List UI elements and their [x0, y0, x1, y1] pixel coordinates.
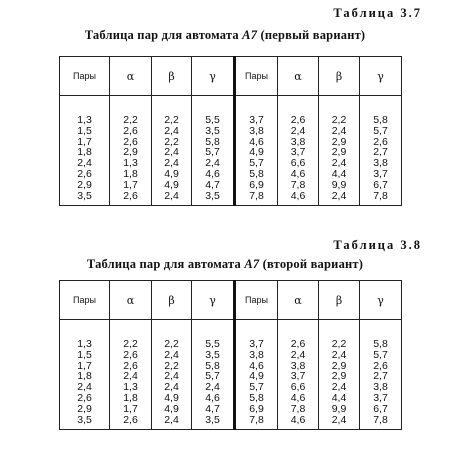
- table-cell-value: 1,3: [123, 381, 138, 394]
- table-cell-value: 4,9: [249, 370, 264, 383]
- table-cell-value: 3,5: [77, 189, 92, 202]
- table-cell-value: 2,4: [331, 157, 347, 170]
- table-cell-value: 4,4: [331, 391, 347, 404]
- table-cell-value: 5,8: [205, 135, 220, 148]
- header-gamma: γ: [192, 281, 235, 320]
- table-cell-value: 2,6: [290, 114, 306, 126]
- table-cell-value: 5,7: [373, 348, 388, 361]
- table-cell-value: 2,9: [331, 146, 347, 159]
- table-cell-value: 3,8: [249, 348, 264, 361]
- column-beta: [152, 96, 192, 206]
- table-cell-value: 2,4: [164, 157, 179, 170]
- table-cell-value: 4,6: [249, 135, 264, 148]
- pairs-table-first-variant: [59, 56, 402, 206]
- table-cell-value: 3,7: [290, 370, 306, 383]
- column-beta: [319, 96, 360, 206]
- table-cell-value: 1,8: [77, 370, 92, 383]
- table-cell-value: 7,8: [290, 402, 306, 415]
- table-cell-value: 4,9: [164, 178, 179, 191]
- table-cell-value: 1,8: [123, 391, 138, 404]
- pairs-table-second-variant: [59, 280, 402, 430]
- column-gamma: [192, 96, 235, 206]
- table-cell-value: 3,5: [205, 348, 220, 361]
- header-pairs: Пары: [235, 281, 278, 320]
- table-cell-value: 4,4: [331, 167, 347, 180]
- table-cell-value: 3,7: [249, 338, 264, 350]
- table1-title-main: Таблица пар для автомата: [84, 28, 243, 42]
- table-cell-value: 4,6: [249, 359, 264, 372]
- table-cell-value: 9,9: [331, 178, 347, 191]
- table-cell-value: 3,5: [205, 189, 220, 202]
- table-cell-value: 2,2: [331, 114, 347, 126]
- table-cell-value: 3,5: [205, 124, 220, 137]
- table-cell-value: 6,9: [249, 402, 264, 415]
- table-cell-value: 2,6: [123, 413, 138, 426]
- table-cell-value: 1,5: [77, 348, 92, 361]
- table-cell-value: 2,4: [164, 381, 179, 394]
- table-cell-value: 2,4: [331, 381, 347, 394]
- table-cell-value: 4,9: [164, 402, 179, 415]
- table-cell-value: 4,7: [205, 402, 220, 415]
- header-gamma: γ: [360, 57, 402, 96]
- table-cell-value: 2,9: [331, 370, 347, 383]
- header-beta: β: [152, 57, 192, 96]
- table-cell-value: 2,9: [331, 135, 347, 148]
- table-cell-value: 4,6: [290, 189, 306, 202]
- table-cell-value: 2,4: [164, 413, 179, 426]
- table-cell-value: 3,7: [290, 146, 306, 159]
- table-cell-value: 1,5: [77, 124, 92, 137]
- header-alpha: α: [110, 281, 152, 320]
- table-cell-value: 3,8: [373, 157, 388, 170]
- table-cell-value: 1,7: [123, 402, 138, 415]
- table-cell-value: 4,6: [205, 167, 220, 180]
- table-cell-value: 1,7: [77, 135, 92, 148]
- column-gamma: [192, 320, 235, 430]
- table-cell-value: 2,6: [373, 359, 388, 372]
- table-cell-value: 5,8: [249, 167, 264, 180]
- column-alpha: [278, 96, 319, 206]
- column-beta: [319, 320, 360, 430]
- header-alpha: α: [278, 57, 319, 96]
- table-cell-value: 2,4: [164, 124, 179, 137]
- table-cell-value: 2,6: [77, 391, 92, 404]
- table-cell-value: 2,2: [164, 338, 179, 350]
- table-cell-value: 5,7: [373, 124, 388, 137]
- table-cell-value: 2,4: [331, 189, 347, 202]
- table-cell-value: 2,4: [164, 370, 179, 383]
- table-cell-value: 2,7: [373, 146, 388, 159]
- table-cell-value: 2,9: [77, 402, 92, 415]
- table-cell-value: 6,7: [373, 178, 388, 191]
- table-cell-value: 2,2: [164, 114, 179, 126]
- table-cell-value: 2,4: [164, 189, 179, 202]
- table-cell-value: 5,5: [205, 114, 220, 126]
- table-cell-value: 3,5: [205, 413, 220, 426]
- table-cell-value: 4,9: [164, 391, 179, 404]
- table-cell-value: 1,3: [77, 338, 92, 350]
- table-cell-value: 2,4: [331, 348, 347, 361]
- table-cell-value: 2,4: [123, 370, 138, 383]
- table2-title-tail: (второй вариант): [259, 257, 364, 271]
- table2-title-main: Таблица пар для автомата: [86, 257, 245, 271]
- table-cell-value: 2,6: [373, 135, 388, 148]
- table2-number: Таблица 3.8: [333, 238, 422, 252]
- table-cell-value: 9,9: [331, 402, 347, 415]
- table-cell-value: 2,4: [164, 348, 179, 361]
- table2-title-automaton: A7: [244, 257, 260, 271]
- table-cell-value: 5,7: [205, 146, 220, 159]
- table-cell-value: 7,8: [249, 189, 264, 202]
- table-cell-value: 7,8: [373, 189, 388, 202]
- table-cell-value: 3,8: [249, 124, 264, 137]
- table-cell-value: 3,7: [373, 167, 388, 180]
- column-pairs: [60, 96, 110, 206]
- table-cell-value: 2,6: [123, 124, 138, 137]
- column-pairs: [235, 320, 278, 430]
- table-cell-value: 2,4: [164, 146, 179, 159]
- column-gamma: [360, 96, 402, 206]
- column-beta: [152, 320, 192, 430]
- table-cell-value: 1,8: [123, 167, 138, 180]
- table-cell-value: 2,2: [164, 135, 179, 148]
- header-pairs: Пары: [60, 281, 110, 320]
- table-cell-value: 2,6: [290, 338, 306, 350]
- table-cell-value: 1,8: [77, 146, 92, 159]
- table-cell-value: 5,7: [205, 370, 220, 383]
- table1-number: Таблица 3.7: [333, 6, 422, 20]
- table-cell-value: 7,8: [373, 413, 388, 426]
- table-cell-value: 3,7: [373, 391, 388, 404]
- header-gamma: γ: [360, 281, 402, 320]
- header-pairs: Пары: [235, 57, 278, 96]
- table-cell-value: 2,2: [123, 114, 138, 126]
- table2-title: [0, 257, 450, 272]
- table-cell-value: 3,7: [249, 114, 264, 126]
- column-alpha: [110, 96, 152, 206]
- table-cell-value: 4,9: [164, 167, 179, 180]
- header-beta: β: [319, 57, 360, 96]
- table-header-row: [60, 281, 402, 320]
- table1-title: [0, 28, 450, 43]
- table-cell-value: 2,4: [77, 381, 92, 394]
- table-cell-value: 5,5: [205, 338, 220, 350]
- table-cell-value: 7,8: [249, 413, 264, 426]
- table-body-row: [60, 96, 402, 206]
- table-cell-value: 3,8: [290, 359, 306, 372]
- table-cell-value: 2,9: [77, 178, 92, 191]
- table-cell-value: 6,6: [290, 381, 306, 394]
- table-body-row: [60, 320, 402, 430]
- table-cell-value: 5,8: [249, 391, 264, 404]
- table-cell-value: 2,2: [331, 338, 347, 350]
- table-cell-value: 4,6: [290, 391, 306, 404]
- table-cell-value: 2,6: [123, 359, 138, 372]
- column-gamma: [360, 320, 402, 430]
- table-cell-value: 5,7: [249, 381, 264, 394]
- table-cell-value: 2,7: [373, 370, 388, 383]
- table-cell-value: 2,4: [205, 381, 220, 394]
- table-cell-value: 2,4: [77, 157, 92, 170]
- header-pairs: Пары: [60, 57, 110, 96]
- table-cell-value: 5,8: [205, 359, 220, 372]
- table-cell-value: 2,4: [290, 124, 306, 137]
- table-cell-value: 2,2: [123, 338, 138, 350]
- column-pairs: [60, 320, 110, 430]
- table-cell-value: 4,9: [249, 146, 264, 159]
- table1-title-automaton: A7: [242, 28, 258, 42]
- header-beta: β: [152, 281, 192, 320]
- table-cell-value: 2,4: [331, 124, 347, 137]
- table-cell-value: 5,7: [249, 157, 264, 170]
- table-cell-value: 6,6: [290, 157, 306, 170]
- table-cell-value: 6,7: [373, 402, 388, 415]
- table-cell-value: 2,6: [77, 167, 92, 180]
- header-alpha: α: [110, 57, 152, 96]
- column-alpha: [110, 320, 152, 430]
- table-cell-value: 2,6: [123, 348, 138, 361]
- table1-title-tail: (первый вариант): [257, 28, 366, 42]
- table-header-row: [60, 57, 402, 96]
- table-cell-value: 2,4: [331, 413, 347, 426]
- table-cell-value: 4,6: [290, 167, 306, 180]
- table-cell-value: 4,6: [290, 413, 306, 426]
- table-cell-value: 1,3: [123, 157, 138, 170]
- table-cell-value: 2,4: [290, 348, 306, 361]
- table-cell-value: 2,9: [123, 146, 138, 159]
- table-cell-value: 1,7: [77, 359, 92, 372]
- table-cell-value: 2,4: [205, 157, 220, 170]
- table-cell-value: 3,8: [373, 381, 388, 394]
- table-cell-value: 2,2: [164, 359, 179, 372]
- header-gamma: γ: [192, 57, 235, 96]
- table-cell-value: 4,6: [205, 391, 220, 404]
- table-cell-value: 3,5: [77, 413, 92, 426]
- table-cell-value: 2,9: [331, 359, 347, 372]
- table-cell-value: 2,6: [123, 189, 138, 202]
- table-cell-value: 1,3: [77, 114, 92, 126]
- header-beta: β: [319, 281, 360, 320]
- table-cell-value: 5,8: [373, 338, 388, 350]
- table-cell-value: 5,8: [373, 114, 388, 126]
- table-cell-value: 1,7: [123, 178, 138, 191]
- column-alpha: [278, 320, 319, 430]
- header-alpha: α: [278, 281, 319, 320]
- table-cell-value: 2,6: [123, 135, 138, 148]
- table-cell-value: 4,7: [205, 178, 220, 191]
- table-cell-value: 3,8: [290, 135, 306, 148]
- column-pairs: [235, 96, 278, 206]
- table-cell-value: 6,9: [249, 178, 264, 191]
- table-cell-value: 7,8: [290, 178, 306, 191]
